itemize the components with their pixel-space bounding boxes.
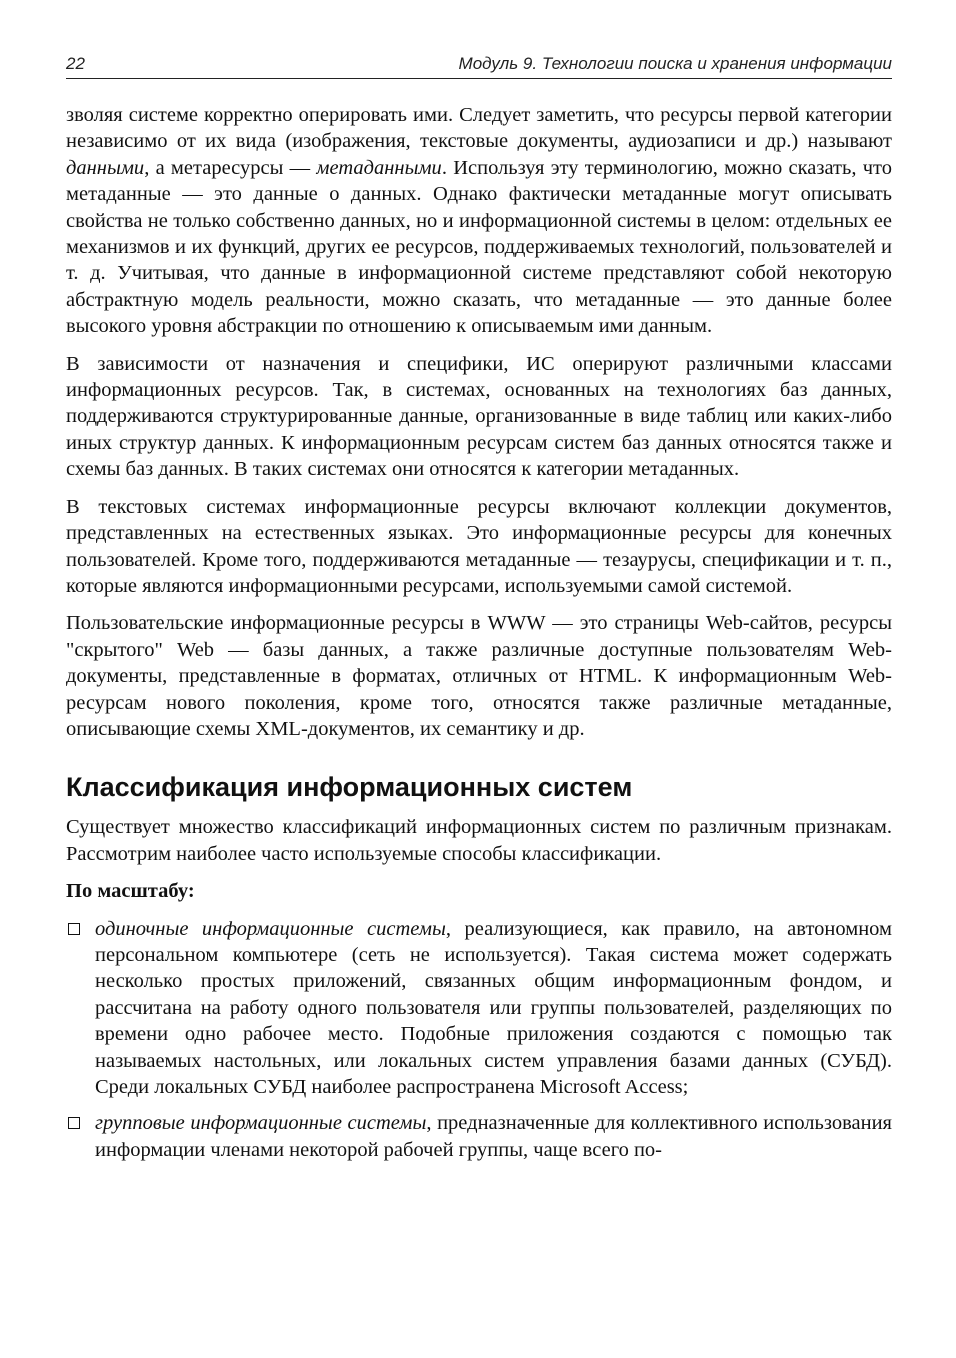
section-intro: Существует множество классификаций информационных систем по различным признакам. Рассмотрим наиболее часто используемые способы классификации.: [66, 816, 892, 865]
running-title: Модуль 9. Технологии поиска и хранения информации: [458, 54, 892, 73]
text-run: зволяя системе корректно оперировать ими. Следует заметить, что ресурсы первой категории независимо от их вида (изображения, текстовые документы, аудиозаписи и др.) называют: [66, 104, 892, 153]
term-data: данными: [66, 156, 145, 179]
list-term: одиночные информационные системы: [95, 917, 446, 940]
subheading: По масштабу:: [66, 880, 195, 903]
page-body: [66, 102, 892, 1173]
text-run: , а метаресурсы —: [144, 156, 317, 179]
list-item: [66, 916, 892, 1101]
list-text: , предназначенные для коллективного использования информации членами некоторой рабочей группы, чаще всего по-: [95, 1112, 892, 1161]
body-paragraph: В текстовых системах информационные ресурсы включают коллекции документов, представленных на естественных языках. Это информационные ресурсы для конечных пользователей. Кроме того, поддерживаются метаданные — тезаурусы, спецификации и т. п., которые являются информационными ресурсами, используемыми самой системой.: [66, 495, 892, 597]
running-header: [66, 54, 892, 79]
text-run: . Используя эту терминологию, можно сказать, что метаданные — это данные о данных. Однако фактически метаданные могут описывать свойства не только собственно данных, но и информационной системы в целом: отдельных ее механизмов и их функций, других ее ресурсов, поддерживаемых технологий, пользователей и т. д. Учитывая, что данные в информационной системе представляют собой некоторую абстрактную модель реальности, можно сказать, что метаданные — это данные более высокого уровня абстракции по отношению к описываемым ими данным.: [66, 156, 892, 338]
page-number: 22: [66, 54, 85, 73]
term-metadata: метаданными: [316, 156, 442, 179]
body-paragraph: [66, 102, 892, 340]
classification-list: [66, 916, 892, 1164]
body-paragraph: Пользовательские информационные ресурсы в WWW — это страницы Web-сайтов, ресурсы "скрытого" Web — базы данных, а также различные доступные пользователям Web-документы, представленные в форматах, отличных от HTML. К информационным Web-ресурсам нового поколения, кроме того, относятся также различные метаданные, описывающие схемы XML-документов, их семантику и др.: [66, 612, 892, 740]
list-item: [66, 1110, 892, 1163]
body-paragraph: В зависимости от назначения и специфики, ИС оперируют различными классами информационных ресурсов. Так, в системах, основанных на технологиях баз данных, поддерживаются структурированные данные, организованные в виде таблиц или каких-либо иных структур данных. К информационным ресурсам систем баз данных относятся также и схемы баз данных. В таких системах они относятся к категории метаданных.: [66, 352, 892, 481]
checkbox-bullet-icon: [68, 1117, 80, 1129]
checkbox-bullet-icon: [68, 923, 80, 935]
section-heading: Классификация информационных систем: [66, 772, 633, 803]
list-term: групповые информационные системы: [95, 1112, 427, 1135]
list-text: , реализующиеся, как правило, на автономном персональном компьютере (сеть не используется). Такая система может содержать несколько простых приложений, связанных общим информационным фондом, и рассчитана на работу одного пользователя или группы пользователей, разделяющих по времени одно рабочее место. Подобные приложения создаются с помощью так называемых настольных, или локальных систем управления базами данных (СУБД). Среди локальных СУБД наиболее распространена Microsoft Access;: [95, 917, 892, 1098]
